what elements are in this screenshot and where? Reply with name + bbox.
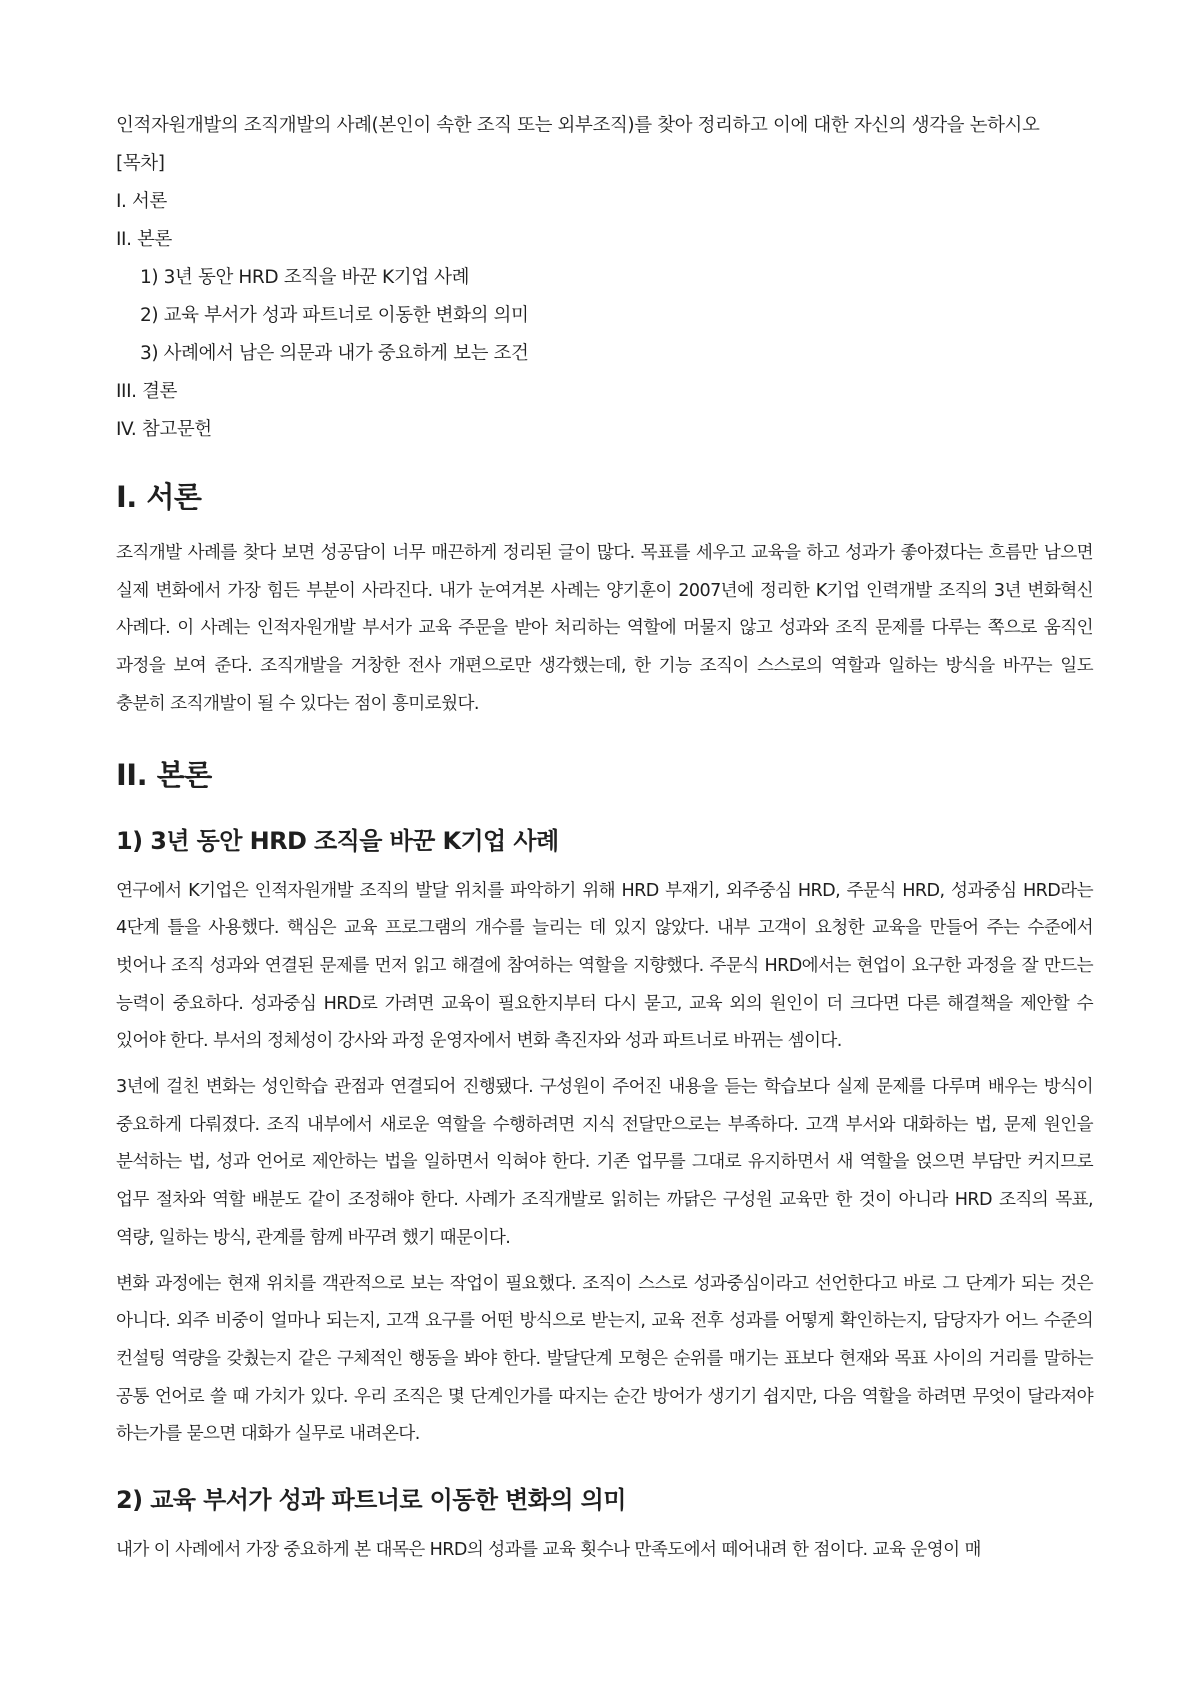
toc-subitem: 2) 교육 부서가 성과 파트너로 이동한 변화의 의미 bbox=[140, 305, 529, 326]
toc-subitem: 3) 사례에서 남은 의문과 내가 중요하게 보는 조건 bbox=[140, 343, 529, 364]
toc-list bbox=[116, 188, 1093, 444]
paragraph: 조직개발 사례를 찾다 보면 성공담이 너무 매끈하게 정리된 글이 많다. 목표를 세우고 교육을 하고 성과가 좋아졌다는 흐름만 남으면 실제 변화에서 가장 힘든 부분이 사라진다. 내가 눈여겨본 사례는 양기훈이 2007년에 정리한 K기업 인력개발 조직의 3년 변화혁신 사례다. 이 사례는 인적자원개발 부서가 교육 주문을 받아 처리하는 역할에 머물지 않고 성과와 조직 문제를 다루는 쪽으로 움직인 과정을 보여 준다. 조직개발을 거창한 전사 개편으로만 생각했는데, 한 기능 조직이 스스로의 역할과 일하는 방식을 바꾸는 일도 충분히 조직개발이 될 수 있다는 점이 흥미로웠다. bbox=[116, 543, 1093, 714]
section-heading: II. 본론 bbox=[116, 757, 212, 792]
toc-heading: [목차] bbox=[116, 153, 165, 174]
toc-subitem: 1) 3년 동안 HRD 조직을 바꾼 K기업 사례 bbox=[140, 267, 470, 288]
paragraph: 연구에서 K기업은 인적자원개발 조직의 발달 위치를 파악하기 위해 HRD 부재기, 외주중심 HRD, 주문식 HRD, 성과중심 HRD라는 4단계 틀을 사용했다. 핵심은 교육 프로그램의 개수를 늘리는 데 있지 않았다. 내부 고객이 요청한 교육을 만들어 주는 수준에서 벗어나 조직 성과와 연결된 문제를 먼저 읽고 해결에 참여하는 역할을 지향했다. 주문식 HRD에서는 현업이 요구한 과정을 잘 만드는 능력이 중요하다. 성과중심 HRD로 가려면 교육이 필요한지부터 다시 묻고, 교육 외의 원인이 더 크다면 다른 해결책을 제안할 수 있어야 한다. 부서의 정체성이 강사와 과정 운영자에서 변화 촉진자와 성과 파트너로 바뀌는 셈이다. bbox=[116, 880, 1093, 1052]
toc-item: III. 결론 bbox=[116, 381, 178, 402]
subsection-heading: 1) 3년 동안 HRD 조직을 바꾼 K기업 사례 bbox=[116, 826, 559, 855]
toc-item: I. 서론 bbox=[116, 191, 167, 212]
subsection-heading: 2) 교육 부서가 성과 파트너로 이동한 변화의 의미 bbox=[116, 1486, 626, 1515]
paragraph: 3년에 걸친 변화는 성인학습 관점과 연결되어 진행됐다. 구성원이 주어진 내용을 듣는 학습보다 실제 문제를 다루며 배우는 방식이 중요하게 다뤄졌다. 조직 내부에서 새로운 역할을 수행하려면 지식 전달만으로는 부족하다. 고객 부서와 대화하는 법, 문제 원인을 분석하는 법, 성과 언어로 제안하는 법을 일하면서 익혀야 한다. 기존 업무를 그대로 유지하면서 새 역할을 얹으면 부담만 커지므로 업무 절차와 역할 배분도 같이 조정해야 한다. 사례가 조직개발로 읽히는 까닭은 구성원 교육만 한 것이 아니라 HRD 조직의 목표, 역량, 일하는 방식, 관계를 함께 바꾸려 했기 때문이다. bbox=[116, 1077, 1093, 1248]
intro-section bbox=[116, 477, 1093, 724]
subsection bbox=[116, 1482, 1093, 1570]
paragraph: 변화 과정에는 현재 위치를 객관적으로 보는 작업이 필요했다. 조직이 스스로 성과중심이라고 선언한다고 바로 그 단계가 되는 것은 아니다. 외주 비중이 얼마나 되는지, 고객 요구를 어떤 방식으로 받는지, 교육 전후 성과를 어떻게 확인하는지, 담당자가 어느 수준의 컨설팅 역량을 갖췄는지 같은 구체적인 행동을 봐야 한다. 발달단계 모형은 순위를 매기는 표보다 현재와 목표 사이의 거리를 말하는 공통 언어로 쓸 때 가치가 있다. 우리 조직은 몇 단계인가를 따지는 순간 방어가 생기기 쉽지만, 다음 역할을 하려면 무엇이 달라져야 하는가를 묻으면 대화가 실무로 내려온다. bbox=[116, 1273, 1093, 1445]
paragraph: 내가 이 사례에서 가장 중요하게 본 대목은 HRD의 성과를 교육 횟수나 만족도에서 떼어내려 한 점이다. 교육 운영이 매 bbox=[116, 1540, 981, 1561]
table-of-contents bbox=[116, 150, 1093, 444]
assignment-title: 인적자원개발의 조직개발의 사례(본인이 속한 조직 또는 외부조직)를 찾아 정리하고 이에 대한 자신의 생각을 논하시오 bbox=[116, 115, 1040, 136]
toc-item: IV. 참고문헌 bbox=[116, 419, 212, 440]
section-heading: I. 서론 bbox=[116, 480, 202, 514]
body-section bbox=[116, 755, 1093, 1570]
subsection bbox=[116, 823, 1093, 1455]
toc-item: II. 본론 bbox=[116, 229, 173, 250]
